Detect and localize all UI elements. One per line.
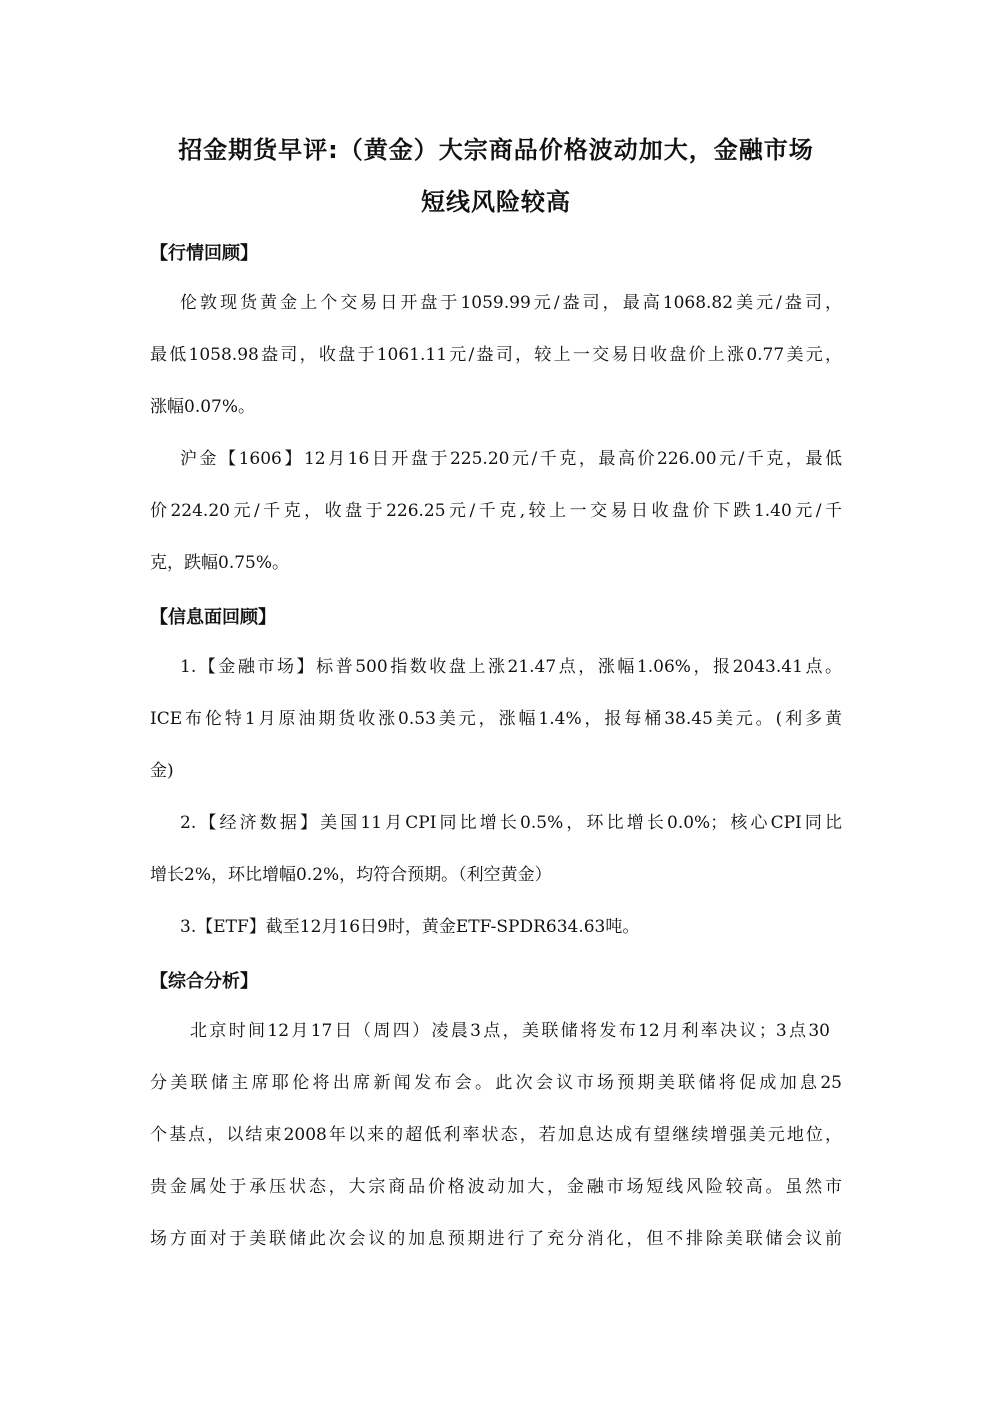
section-heading-news-review: 【信息面回顾】 (150, 607, 276, 628)
news-item-2-line-1: 2.【经济数据】美国11月CPI同比增长0.5%，环比增长0.0%；核心CPI同比 (180, 813, 842, 833)
news-item-1-line-3: 金) (150, 761, 174, 781)
analysis-p1-line-3: 个基点，以结束2008年以来的超低利率状态，若加息达成有望继续增强美元地位， (150, 1125, 842, 1145)
market-review-p2-line-3: 克，跌幅0.75%。 (150, 553, 290, 573)
document-title-line-2: 短线风险较高 (421, 188, 571, 216)
section-heading-analysis: 【综合分析】 (150, 971, 258, 992)
analysis-p1-line-4: 贵金属处于承压状态，大宗商品价格波动加大，金融市场短线风险较高。虽然市 (150, 1177, 842, 1197)
section-heading-market-review: 【行情回顾】 (150, 243, 258, 264)
document-title-line-1: 招金期货早评:（黄金）大宗商品价格波动加大，金融市场 (178, 136, 814, 164)
market-review-p2-line-2: 价224.20元/千克，收盘于226.25元/千克,较上一交易日收盘价下跌1.40元/千 (150, 501, 842, 521)
news-item-1-line-1: 1.【金融市场】标普500指数收盘上涨21.47点，涨幅1.06%，报2043.41点。 (180, 657, 842, 677)
analysis-p1-line-2: 分美联储主席耶伦将出席新闻发布会。此次会议市场预期美联储将促成加息25 (150, 1073, 842, 1093)
market-review-p1-line-2: 最低1058.98盎司，收盘于1061.11元/盎司，较上一交易日收盘价上涨0.77美元， (150, 345, 842, 365)
news-item-2-line-2: 增长2%，环比增幅0.2%，均符合预期。（利空黄金） (150, 865, 552, 885)
news-item-3-line-1: 3.【ETF】截至12月16日9时，黄金ETF-SPDR634.63吨。 (180, 917, 640, 937)
market-review-p1-line-1: 伦敦现货黄金上个交易日开盘于1059.99元/盎司，最高1068.82美元/盎司， (180, 293, 842, 313)
market-review-p1-line-3: 涨幅0.07%。 (150, 397, 256, 417)
market-review-p2-line-1: 沪金【1606】12月16日开盘于225.20元/千克，最高价226.00元/千克，最低 (180, 449, 842, 469)
news-item-1-line-2: ICE布伦特1月原油期货收涨0.53美元，涨幅1.4%，报每桶38.45美元。(利多黄 (150, 709, 842, 729)
analysis-p1-line-5: 场方面对于美联储此次会议的加息预期进行了充分消化，但不排除美联储会议前 (150, 1229, 842, 1249)
analysis-p1-line-1: 北京时间12月17日（周四）凌晨3点，美联储将发布12月利率决议；3点30 (190, 1021, 830, 1041)
